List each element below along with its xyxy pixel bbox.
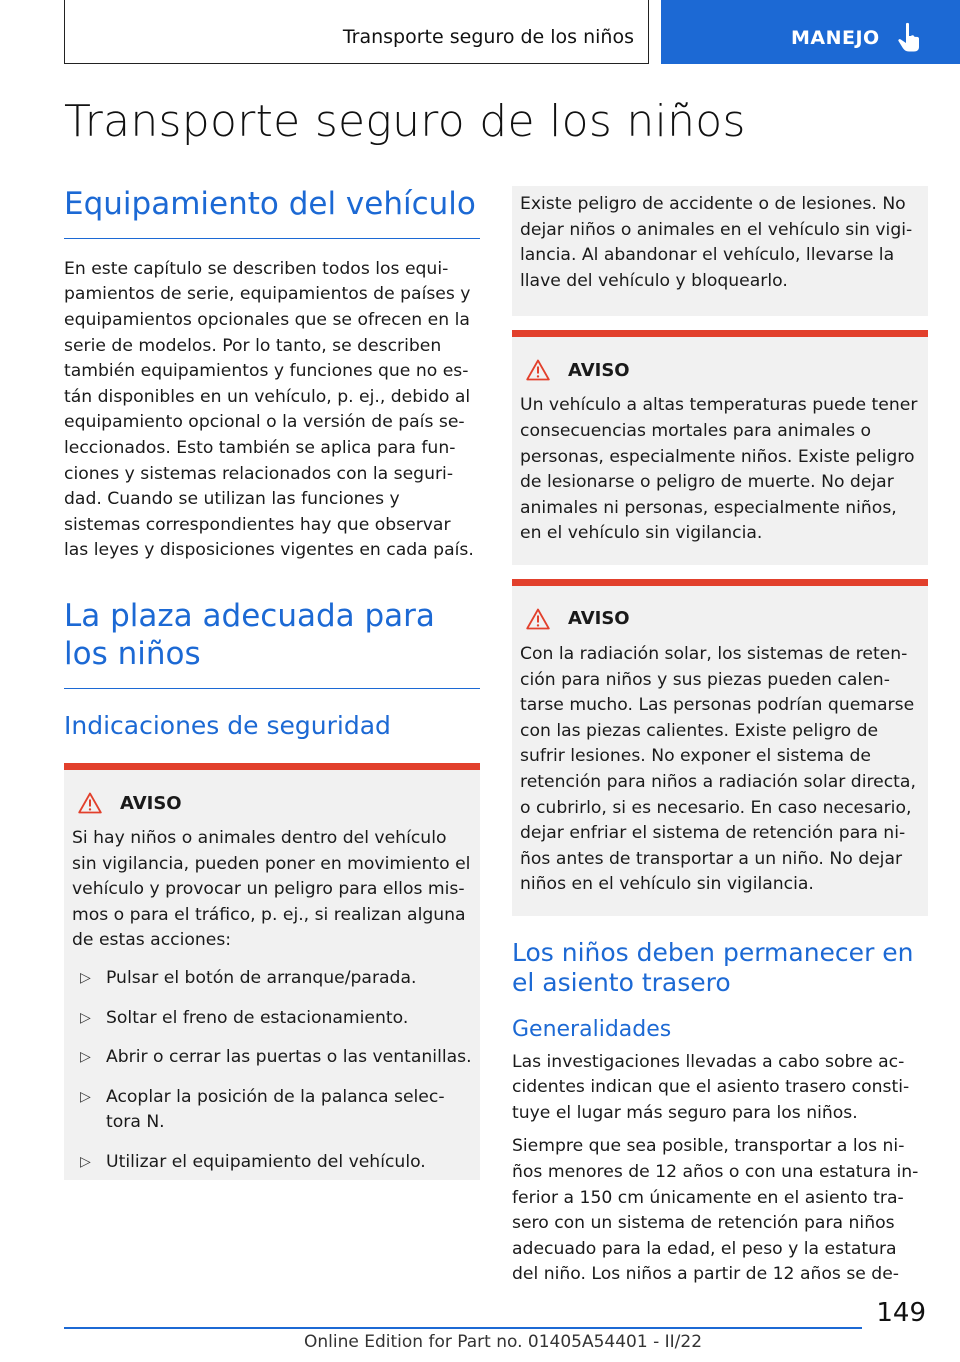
warning-text: Si hay niños o animales dentro del vehículo sin vigilancia, pueden poner en movimiento el vehículo y provocar un peligro para ellos mismos o para el tráfico, p. ej., si realizan alguna de estas acciones: [72,828,471,951]
warning-text: Un vehículo a altas temperaturas puede tener consecuencias mortales para animales o personas, especialmente niños. Existe peligro de lesionarse o peligro de muerte. No dejar animales ni personas, especialmente niños, en el vehículo sin vigilancia. [520,395,918,544]
heading-equipment: Equipamiento del vehículo [64,186,480,239]
bullet-marker: ▷ [80,970,91,987]
header-chapter-title: Transporte seguro de los niños [342,26,634,48]
warning-triangle-icon [526,359,550,381]
list-item: ▷ Abrir o cerrar las puertas o las ventanillas. [72,1045,472,1071]
heading-general: Generalidades [512,1016,672,1042]
paragraph-general-2: Siempre que sea posible, transportar a los niños menores de 12 años o con una estatura inferior a 150 cm únicamente en el asiento trasero con un sistema de retención para niños adecuado para la edad, el peso y la estatura del niño. Los niños a partir de 12 años se de- [512,1136,919,1285]
header-section-label: MANEJO [791,27,880,49]
header-section-tab[interactable] [661,0,960,64]
bullet-marker: ▷ [80,1049,91,1066]
warning-box-2 [512,330,928,565]
list-item: ▷ Pulsar el botón de arranque/parada. [72,966,472,992]
heading-safety: Indicaciones de seguridad [64,710,391,740]
action-list [72,966,472,1176]
warning-header [520,606,920,632]
warning-box-1 [64,763,480,1180]
warning-box-continued [512,186,928,316]
right-column [512,186,928,1288]
warning-title: AVISO [120,792,182,814]
footer-edition: Online Edition for Part no. 01405A54401 - II/22 [304,1332,703,1352]
warning-triangle-icon [526,608,550,630]
warning-title: AVISO [568,608,630,630]
warning-box-3 [512,579,928,916]
warning-continued-text: Existe peligro de accidente o de lesiones. No dejar niños o animales en el vehículo sin vigilancia. Al abandonar el vehículo, llevarse la llave del vehículo y bloquearlo. [520,194,913,291]
warning-text: Con la radiación solar, los sistemas de retención para niños y sus piezas pueden calentarse mucho. Las personas podrían quemarse con las piezas calientes. Existe peligro de sufrir lesiones. No exponer el sistema de retención para niños a radiación solar directa, o cubrirlo, si es necesario. En caso necesario, dejar enfriar el sistema de retención para niños antes de transportar a un niño. No dejar niños en el vehículo sin vigilancia. [520,643,916,895]
header-chapter-box [64,0,649,64]
warning-header [520,357,920,383]
bullet-marker: ▷ [80,1009,91,1026]
list-item: ▷ Utilizar el equipamiento del vehículo. [72,1150,472,1176]
heading-rear-seat: Los niños deben permanecer en el asiento trasero [512,937,914,998]
hand-pointer-icon [897,22,923,52]
bullet-marker: ▷ [80,1088,91,1105]
list-item: ▷ Soltar el freno de estacionamiento. [72,1006,472,1032]
bullet-marker: ▷ [80,1154,91,1170]
page-title: Transporte seguro de los niños [64,96,746,147]
heading-seat: La plaza adecuada para los niños [64,598,480,689]
paragraph-general-1: Las investigaciones llevadas a cabo sobre accidentes indican que el asiento trasero constituye el lugar más seguro para los niños. [512,1051,910,1123]
warning-triangle-icon [78,792,102,814]
warning-title: AVISO [568,359,630,381]
paragraph-equipment: En este capítulo se describen todos los equipamientos de serie, equipamientos de países y equipamientos opcionales que se ofrecen en la serie de modelos. Por lo tanto, se describen también equipamientos y funciones que no están disponibles en un vehículo, p. ej., debido al equipamiento opcional o la versión de país seleccionados. Esto también se aplica para funciones y sistemas relacionados con la seguridad. Cuando se utilizan las funciones y sistemas correspondientes hay que observar las leyes y disposiciones vigentes en cada país. [64,258,474,561]
page-number: 149 [876,1298,926,1328]
footer-divider [64,1327,862,1329]
left-column [64,186,480,1180]
warning-header [72,790,472,816]
list-item: ▷ Acoplar la posición de la palanca selectora N. [80,1086,445,1133]
